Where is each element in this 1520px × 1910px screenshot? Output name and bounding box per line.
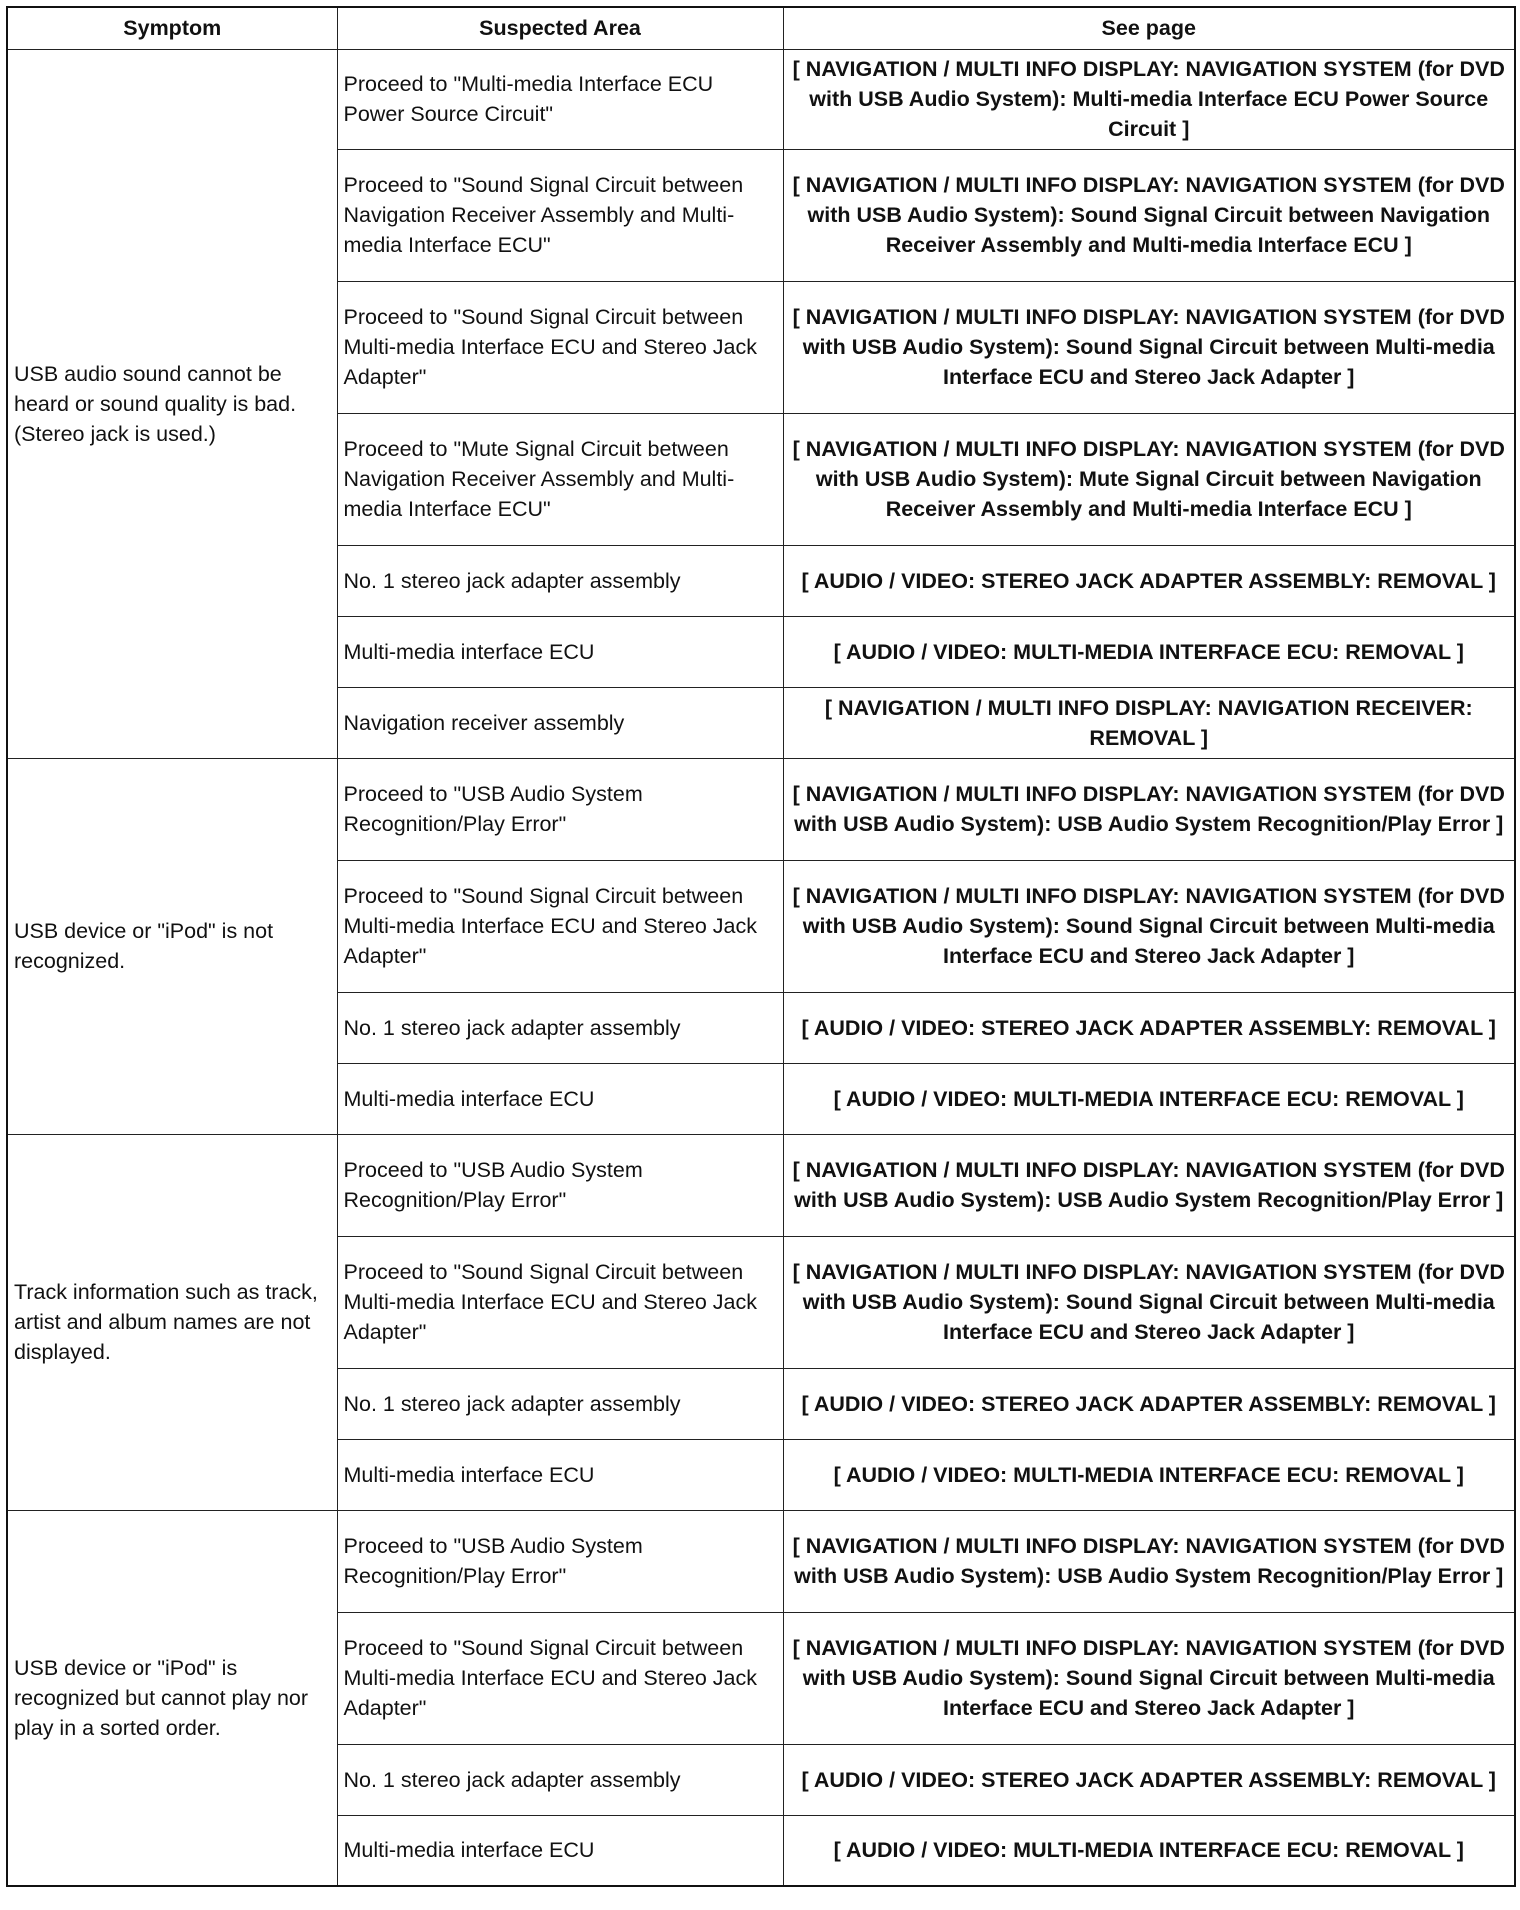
see-page-cell: [ NAVIGATION / MULTI INFO DISPLAY: NAVIGATION SYSTEM (for DVD with USB Audio System): Sound Signal Circuit between Multi-media Interface ECU and Stereo Jack Adapter ]	[783, 1612, 1515, 1744]
header-symptom: Symptom	[7, 7, 337, 49]
symptom-cell: USB audio sound cannot be heard or sound quality is bad. (Stereo jack is used.)	[7, 49, 337, 758]
suspected-area-cell: Multi-media interface ECU	[337, 1815, 783, 1886]
see-page-cell: [ NAVIGATION / MULTI INFO DISPLAY: NAVIGATION SYSTEM (for DVD with USB Audio System): Mute Signal Circuit between Navigation Receiver Assembly and Multi-media Interface ECU ]	[783, 413, 1515, 545]
see-page-cell: [ AUDIO / VIDEO: MULTI-MEDIA INTERFACE ECU: REMOVAL ]	[783, 1439, 1515, 1510]
see-page-cell: [ NAVIGATION / MULTI INFO DISPLAY: NAVIGATION SYSTEM (for DVD with USB Audio System): USB Audio System Recognition/Play Error ]	[783, 1134, 1515, 1236]
header-suspected-area: Suspected Area	[337, 7, 783, 49]
table-row	[7, 758, 1515, 860]
suspected-area-cell: Proceed to "USB Audio System Recognition/Play Error"	[337, 1134, 783, 1236]
suspected-area-cell: Proceed to "Multi-media Interface ECU Power Source Circuit"	[337, 49, 783, 149]
see-page-cell: [ NAVIGATION / MULTI INFO DISPLAY: NAVIGATION SYSTEM (for DVD with USB Audio System): Sound Signal Circuit between Multi-media Interface ECU and Stereo Jack Adapter ]	[783, 1236, 1515, 1368]
suspected-area-cell: Proceed to "USB Audio System Recognition/Play Error"	[337, 758, 783, 860]
see-page-cell: [ AUDIO / VIDEO: STEREO JACK ADAPTER ASSEMBLY: REMOVAL ]	[783, 545, 1515, 616]
symptom-cell: USB device or "iPod" is recognized but cannot play nor play in a sorted order.	[7, 1510, 337, 1886]
see-page-cell: [ NAVIGATION / MULTI INFO DISPLAY: NAVIGATION SYSTEM (for DVD with USB Audio System): USB Audio System Recognition/Play Error ]	[783, 1510, 1515, 1612]
see-page-cell: [ NAVIGATION / MULTI INFO DISPLAY: NAVIGATION SYSTEM (for DVD with USB Audio System): Sound Signal Circuit between Navigation Receiver Assembly and Multi-media Interface ECU ]	[783, 149, 1515, 281]
suspected-area-cell: No. 1 stereo jack adapter assembly	[337, 545, 783, 616]
suspected-area-cell: Multi-media interface ECU	[337, 1439, 783, 1510]
table-header-row	[7, 7, 1515, 49]
suspected-area-cell: Proceed to "Sound Signal Circuit between Multi-media Interface ECU and Stereo Jack Adapter"	[337, 1612, 783, 1744]
table-row	[7, 1134, 1515, 1236]
see-page-cell: [ AUDIO / VIDEO: STEREO JACK ADAPTER ASSEMBLY: REMOVAL ]	[783, 1744, 1515, 1815]
see-page-cell: [ AUDIO / VIDEO: MULTI-MEDIA INTERFACE ECU: REMOVAL ]	[783, 1815, 1515, 1886]
suspected-area-cell: Proceed to "Mute Signal Circuit between Navigation Receiver Assembly and Multi-media Interface ECU"	[337, 413, 783, 545]
table-row	[7, 49, 1515, 149]
suspected-area-cell: Multi-media interface ECU	[337, 1063, 783, 1134]
symptom-cell: Track information such as track, artist and album names are not displayed.	[7, 1134, 337, 1510]
suspected-area-cell: Multi-media interface ECU	[337, 616, 783, 687]
see-page-cell: [ AUDIO / VIDEO: MULTI-MEDIA INTERFACE ECU: REMOVAL ]	[783, 616, 1515, 687]
suspected-area-cell: Proceed to "Sound Signal Circuit between Multi-media Interface ECU and Stereo Jack Adapter"	[337, 281, 783, 413]
suspected-area-cell: Proceed to "Sound Signal Circuit between Multi-media Interface ECU and Stereo Jack Adapter"	[337, 860, 783, 992]
see-page-cell: [ NAVIGATION / MULTI INFO DISPLAY: NAVIGATION SYSTEM (for DVD with USB Audio System): Sound Signal Circuit between Multi-media Interface ECU and Stereo Jack Adapter ]	[783, 860, 1515, 992]
suspected-area-cell: No. 1 stereo jack adapter assembly	[337, 1368, 783, 1439]
see-page-cell: [ AUDIO / VIDEO: MULTI-MEDIA INTERFACE ECU: REMOVAL ]	[783, 1063, 1515, 1134]
suspected-area-cell: Proceed to "Sound Signal Circuit between Multi-media Interface ECU and Stereo Jack Adapter"	[337, 1236, 783, 1368]
see-page-cell: [ NAVIGATION / MULTI INFO DISPLAY: NAVIGATION SYSTEM (for DVD with USB Audio System): Sound Signal Circuit between Multi-media Interface ECU and Stereo Jack Adapter ]	[783, 281, 1515, 413]
symptom-cell: USB device or "iPod" is not recognized.	[7, 758, 337, 1134]
suspected-area-cell: Proceed to "USB Audio System Recognition/Play Error"	[337, 1510, 783, 1612]
header-see-page: See page	[783, 7, 1515, 49]
see-page-cell: [ AUDIO / VIDEO: STEREO JACK ADAPTER ASSEMBLY: REMOVAL ]	[783, 1368, 1515, 1439]
suspected-area-cell: Navigation receiver assembly	[337, 687, 783, 758]
document-page	[6, 6, 1514, 1887]
suspected-area-cell: No. 1 stereo jack adapter assembly	[337, 1744, 783, 1815]
see-page-cell: [ AUDIO / VIDEO: STEREO JACK ADAPTER ASSEMBLY: REMOVAL ]	[783, 992, 1515, 1063]
table-row	[7, 1510, 1515, 1612]
see-page-cell: [ NAVIGATION / MULTI INFO DISPLAY: NAVIGATION RECEIVER: REMOVAL ]	[783, 687, 1515, 758]
suspected-area-cell: No. 1 stereo jack adapter assembly	[337, 992, 783, 1063]
suspected-area-cell: Proceed to "Sound Signal Circuit between Navigation Receiver Assembly and Multi-media Interface ECU"	[337, 149, 783, 281]
see-page-cell: [ NAVIGATION / MULTI INFO DISPLAY: NAVIGATION SYSTEM (for DVD with USB Audio System): USB Audio System Recognition/Play Error ]	[783, 758, 1515, 860]
see-page-cell: [ NAVIGATION / MULTI INFO DISPLAY: NAVIGATION SYSTEM (for DVD with USB Audio System): Multi-media Interface ECU Power Source Circuit ]	[783, 49, 1515, 149]
troubleshooting-table	[6, 6, 1516, 1887]
